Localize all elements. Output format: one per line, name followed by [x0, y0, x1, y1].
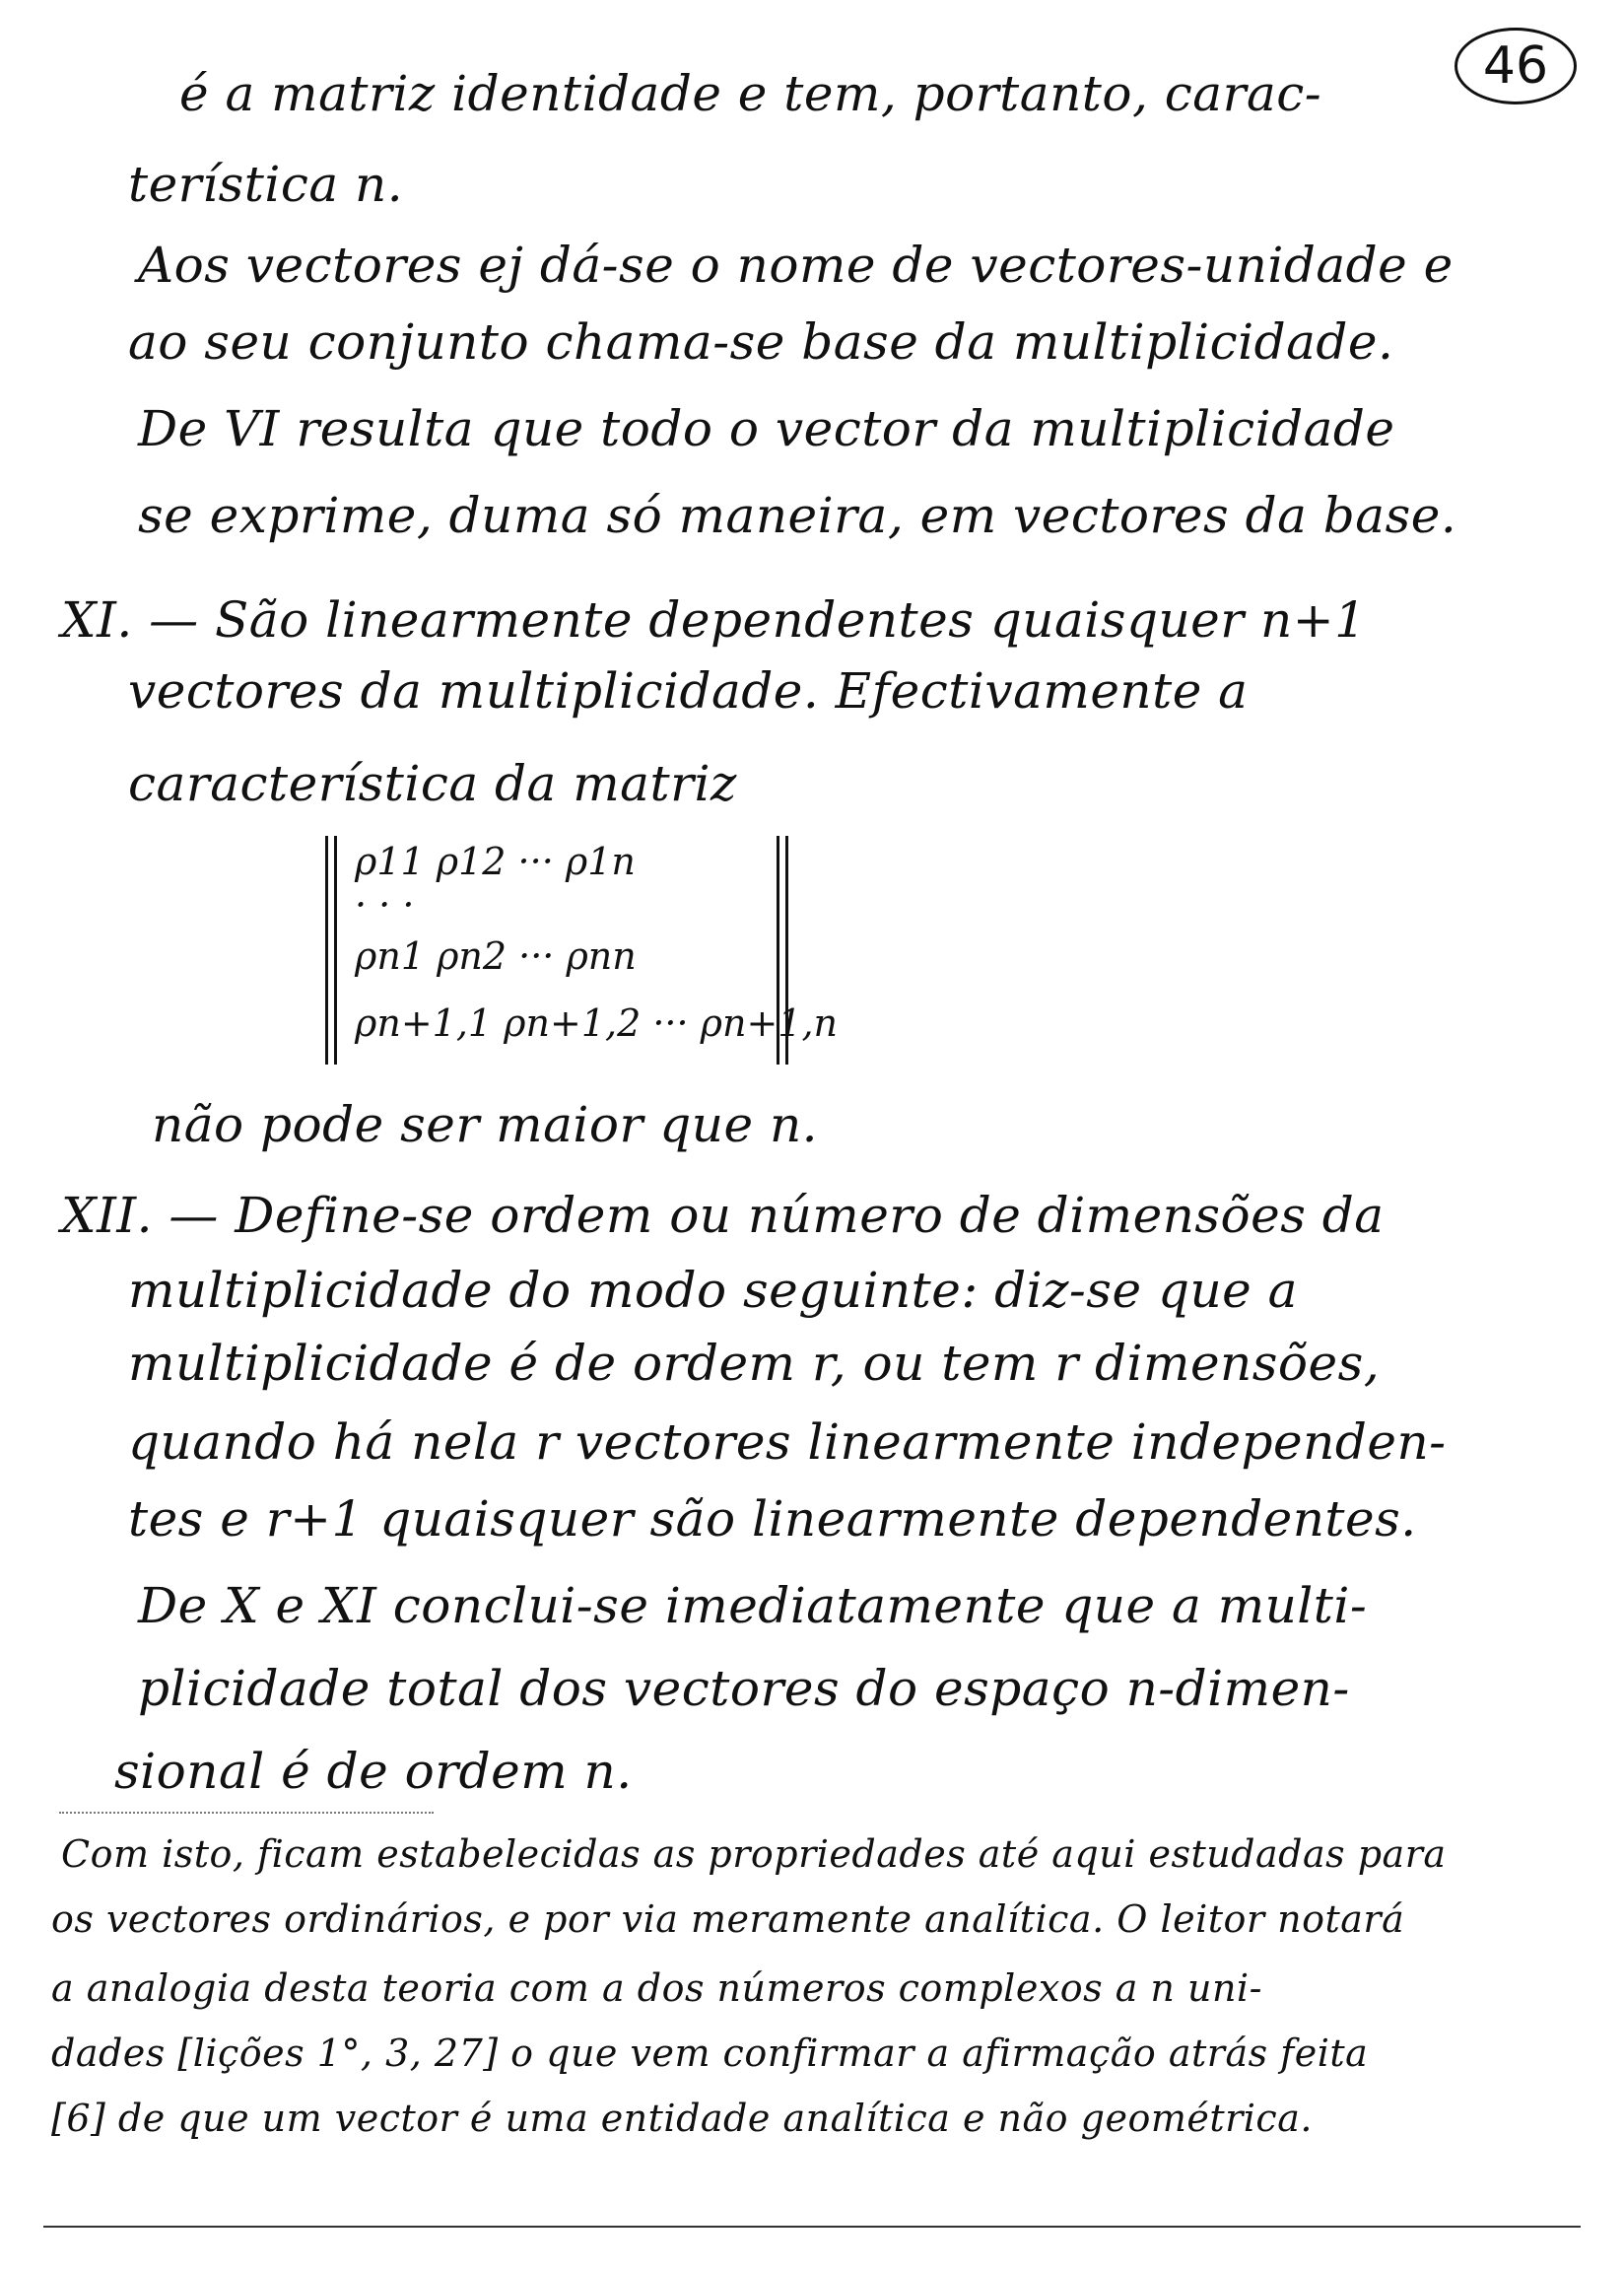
matrix-row: ρ11 ρ12 ··· ρ1n — [355, 840, 636, 883]
text-line-5: De VI resulta que todo o vector da multiplicidade — [138, 400, 1395, 457]
text-line-9: característica da matriz — [128, 755, 737, 812]
bottom-rule — [43, 2226, 1581, 2228]
text-line-15: tes e r+1 quaisquer são linearmente dependentes. — [128, 1490, 1417, 1548]
footnote-line-1: Com isto, ficam estabelecidas as propriedades até aqui estudadas para — [61, 1832, 1447, 1876]
text-line-12: multiplicidade do modo seguinte: diz-se que a — [128, 1262, 1298, 1319]
text-line-7: XI. — São linearmente dependentes quaisquer n+1 — [61, 591, 1367, 649]
text-line-3: Aos vectores ej dá-se o nome de vectores-unidade e — [138, 237, 1454, 294]
text-line-8: vectores da multiplicidade. Efectivamente a — [128, 662, 1249, 720]
page-number: 46 — [1455, 28, 1577, 104]
text-line-18: sional é de ordem n. — [114, 1743, 633, 1800]
footnote-line-2: os vectores ordinários, e por via meramente analítica. O leitor notará — [51, 1897, 1405, 1941]
matrix-right-bar — [777, 836, 788, 1065]
text-line-13: multiplicidade é de ordem r, ou tem r dimensões, — [128, 1335, 1381, 1392]
matrix-row: ρn1 ρn2 ··· ρnn — [355, 934, 637, 978]
text-line-14: quando há nela r vectores linearmente independen- — [128, 1413, 1447, 1471]
text-line-2: terística n. — [128, 156, 404, 213]
matrix-row: · · · — [355, 883, 415, 927]
text-line-6: se exprime, duma só maneira, em vectores da base. — [138, 487, 1457, 544]
matrix — [325, 836, 839, 1065]
text-line-4: ao seu conjunto chama-se base da multiplicidade. — [128, 313, 1394, 371]
footnote-line-4: dades [lições 1°, 3, 27] o que vem confirmar a afirmação atrás feita — [51, 2031, 1369, 2075]
footnote-line-3: a analogia desta teoria com a dos números complexos a n uni- — [51, 1966, 1262, 2010]
text-line-11: XII. — Define-se ordem ou número de dimensões da — [61, 1187, 1385, 1244]
separator — [59, 1812, 434, 1814]
text-line-1: é a matriz identidade e tem, portanto, carac- — [179, 65, 1322, 122]
footnote-line-5: [6] de que um vector é uma entidade analítica e não geométrica. — [51, 2097, 1313, 2140]
matrix-left-bar — [325, 836, 337, 1065]
matrix-row: ρn+1,1 ρn+1,2 ··· ρn+1,n — [355, 1001, 839, 1045]
text-line-16: De X e XI conclui-se imediatamente que a multi- — [138, 1577, 1368, 1634]
text-line-10: não pode ser maior que n. — [152, 1096, 819, 1153]
text-line-17: plicidade total dos vectores do espaço n-dimen- — [138, 1660, 1350, 1717]
